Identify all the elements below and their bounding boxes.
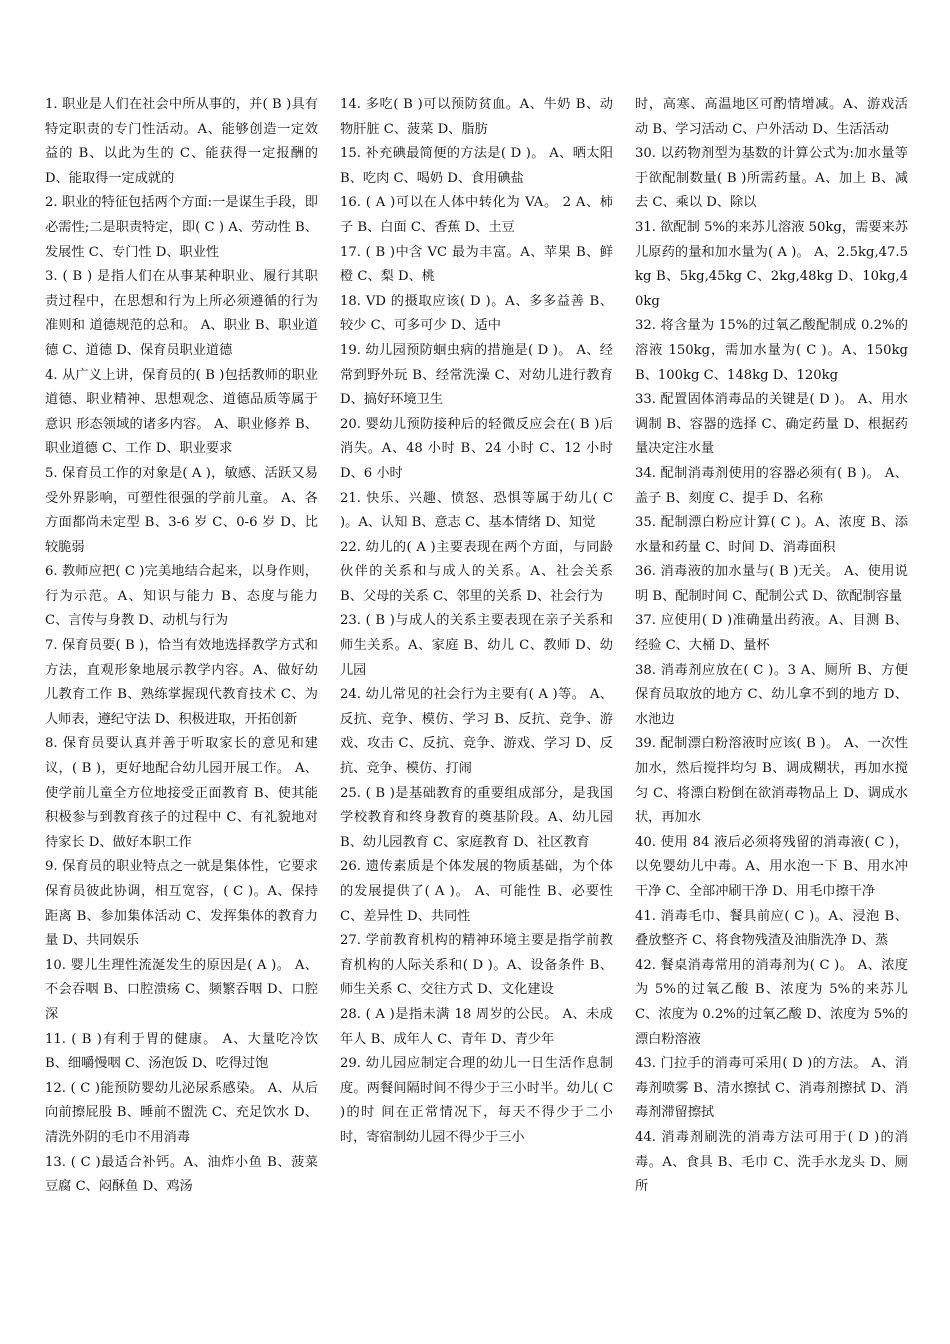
question-15: 15. 补充碘最简便的方法是( D )。 A、晒太阳 B、吃肉 C、喝奶 D、食用碘盐 [340,146,613,186]
column-1 [45,93,318,1253]
question-18: 18. VD 的摄取应该( D )。A、多多益善 B、较少 C、可多可少 D、适中 [340,293,613,334]
column-3 [635,93,908,1253]
question-12: 12. ( C )能预防婴幼儿泌尿系感染。 A、从后向前擦屁股 B、睡前不盥洗 C、充足饮水 D、清洗外阴的毛巾不用消毒 [45,1080,318,1145]
question-20: 20. 婴幼儿预防接种后的轻微反应会在( B )后消失。A、48 小时 B、24 小时 C、12 小时 D、6 小时 [340,416,613,481]
question-39: 39. 配制漂白粉溶液时应该( B )。 A、一次性加水，然后搅拌均匀 B、调成糊状，再加水搅匀 C、将漂白粉倒在欲消毒物品上 D、调成水状，再加水 [635,736,908,826]
question-32: 32. 将含量为 15%的过氧乙酸配制成 0.2%的溶液 150kg，需加水量为( C )。A、150kg B、100kg C、148kg D、120kg [635,318,908,383]
question-41: 41. 消毒毛巾、餐具前应( C )。A、浸泡 B、叠放整齐 C、将食物残渣及油脂洗净 D、蒸 [635,908,908,949]
question-26: 26. 遗传素质是个体发展的物质基础，为个体的发展提供了( A )。 A、可能性 B、必要性 C、差异性 D、共同性 [340,859,613,924]
question-43: 43. 门拉手的消毒可采用( D )的方法。 A、消毒剂喷雾 B、清水擦拭 C、消毒剂擦拭 D、消毒剂滞留擦拭 [635,1056,908,1121]
question-17: 17. ( B )中含 VC 最为丰富。A、苹果 B、鲜橙 C、梨 D、桃 [340,244,613,285]
question-38: 38. 消毒剂应放在( C )。3 A、厕所 B、方便保育员取放的地方 C、幼儿拿不到的地方 D、水池边 [635,662,908,727]
question-22: 22. 幼儿的( A )主要表现在两个方面，与同龄伙伴的关系和与成人的关系。A、社会关系 B、父母的关系 C、邻里的关系 D、社会行为 [340,539,613,604]
question-11: 11. ( B )有利于胃的健康。 A、大量吃冷饮 B、细嚼慢咽 C、汤泡饭 D、吃得过饱 [45,1031,318,1072]
question-13: 13. ( C )最适合补钙。A、油炸小鱼 B、菠菜豆腐 C、闷酥鱼 D、鸡汤 [45,1154,318,1195]
question-16: 16. ( A )可以在人体中转化为 VA。 2 A、柿子 B、白面 C、香蕉 D、土豆 [340,195,613,235]
question-19: 19. 幼儿园预防蛔虫病的措施是( D )。 A、经常到野外玩 B、经常洗澡 C、对幼儿进行教育 D、搞好环境卫生 [340,342,613,408]
question-6: 6. 教师应把( C )完美地结合起来，以身作则，行为示范。A、知识与能力 B、态度与能力 C、言传与身教 D、动机与行为 [45,564,318,629]
question-29: 29. 幼儿园应制定合理的幼儿一日生活作息制度。两餐间隔时间不得少于三小时半。幼儿( C )的时 间在正常情况下，每天不得少于二小时，寄宿制幼儿园不得少于三小 [340,1056,613,1145]
question-25: 25. ( B )是基础教育的重要组成部分，是我国学校教育和终身教育的奠基阶段。A、幼儿园 B、幼儿园教育 C、家庭教育 D、社区教育 [340,785,613,850]
question-42: 42. 餐桌消毒常用的消毒剂为( C )。 A、浓度为 5%的过氧乙酸 B、浓度为 5%的来苏儿 C、浓度为 0.2%的过氧乙酸 D、浓度为 5%的漂白粉溶液 [635,957,908,1047]
question-31: 31. 欲配制 5%的来苏儿溶液 50kg，需要来苏儿原药的量和加水量为( A )。 A、2.5kg,47.5kg B、5kg,45kg C、2kg,48kg D、10kg,40kg [635,219,908,309]
question-33: 33. 配置固体消毒品的关键是( D )。 A、用水调制 B、容器的选择 C、确定药量 D、根据药量决定注水量 [635,392,908,457]
question-36: 36. 消毒液的加水量与( B )无关。 A、使用说明 B、配制时间 C、配制公式 D、欲配制容量 [635,564,908,604]
question-9: 9. 保育员的职业特点之一就是集体性，它要求保育员彼此协调，相互宽容，( C )。A、保持距离 B、参加集体活动 C、发挥集体的教育力量 D、共同娱乐 [45,859,318,949]
question-4: 4. 从广义上讲，保育员的( B )包括教师的职业道德、职业精神、思想观念、道德品质等属于意识 形态领域的诸多内容。 A、职业修养 B、职业道德 C、工作 D、职业要求 [45,367,318,457]
question-2: 2. 职业的特征包括两个方面:一是谋生手段，即必需性;二是职责特定，即( C ) A、劳动性 B、发展性 C、专门性 D、职业性 [45,195,318,260]
question-21: 21. 快乐、兴趣、愤怒、恐惧等属于幼儿( C )。A、认知 B、意志 C、基本情绪 D、知觉 [340,490,613,531]
document-page [45,93,910,1253]
question-40: 40. 使用 84 液后必须将残留的消毒液( C )，以免婴幼儿中毒。A、用水泡一下 B、用水冲干净 C、全部冲刷干净 D、用毛巾擦干净 [635,834,908,899]
question-24: 24. 幼儿常见的社会行为主要有( A )等。 A、反抗、竞争、模仿、学习 B、反抗、竞争、游戏、攻击 C、反抗、竞争、游戏、学习 D、反抗、竞争、模仿、打闹 [340,687,613,777]
question-23: 23. ( B )与成人的关系主要表现在亲子关系和师生关系。A、家庭 B、幼儿 C、教师 D、幼儿园 [340,613,613,678]
column-2 [340,93,613,1253]
question-3: 3. ( B ) 是指人们在从事某种职业、履行其职责过程中，在思想和行为上所必须遵循的行为准则和 道德规范的总和。 A、职业 B、职业道德 C、道德 D、保育员职业道德 [45,269,318,358]
question-7: 7. 保育员要( B )，恰当有效地选择教学方式和方法，直观形象地展示教学内容。A、做好幼儿教育工作 B、熟练掌握现代教育技术 C、为人师表，遵纪守法 D、积极进取，开拓创新 [45,638,318,727]
question-10: 10. 婴儿生理性流涎发生的原因是( A )。 A、不会吞咽 B、口腔溃疡 C、频繁吞咽 D、口腔深 [45,957,318,1022]
question-29-continued: 时，高寒、高温地区可酌情增减。A、游戏活动 B、学习活动 C、户外活动 D、生活活动 [635,97,908,137]
question-30: 30. 以药物剂型为基数的计算公式为:加水量等于欲配制数量( B )所需药量。A、加上 B、减去 C、乘以 D、除以 [635,146,908,211]
question-14: 14. 多吃( B )可以预防贫血。A、牛奶 B、动物肝脏 C、菠菜 D、脂肪 [340,97,613,137]
question-8: 8. 保育员要认真并善于听取家长的意见和建议，( B )，更好地配合幼儿园开展工作。 A、使学前儿童全方位地接受正面教育 B、使其能积极参与到教育孩子的过程中 C、有礼貌地对待家长 D、做好本职工作 [45,736,318,850]
question-37: 37. 应使用( D )准确量出药液。A、目测 B、经验 C、大桶 D、量杯 [635,613,908,654]
question-34: 34. 配制消毒剂使用的容器必须有( B )。 A、盖子 B、刻度 C、提手 D、名称 [635,465,908,506]
question-5: 5. 保育员工作的对象是( A )，敏感、活跃又易受外界影响，可塑性很强的学前儿童。 A、各方面都尚未定型 B、3-6 岁 C、0-6 岁 D、比较脆弱 [45,465,318,555]
question-35: 35. 配制漂白粉应计算( C )。A、浓度 B、添水量和药量 C、时间 D、消毒面积 [635,515,908,555]
question-44: 44. 消毒剂刷洗的消毒方法可用于( D )的消毒。A、食具 B、毛巾 C、洗手水龙头 D、厕所 [635,1129,908,1195]
question-27: 27. 学前教育机构的精神环境主要是指学前教育机构的人际关系和( D )。A、设备条件 B、师生关系 C、交往方式 D、文化建设 [340,933,613,998]
question-1: 1. 职业是人们在社会中所从事的，并( B )具有特定职责的专门性活动。A、能够创造一定效益的 B、以此为生的 C、能获得一定报酬的 D、能取得一定成就的 [45,97,318,186]
question-28: 28. ( A )是指未满 18 周岁的公民。 A、未成年人 B、成年人 C、青年 D、青少年 [340,1006,613,1047]
